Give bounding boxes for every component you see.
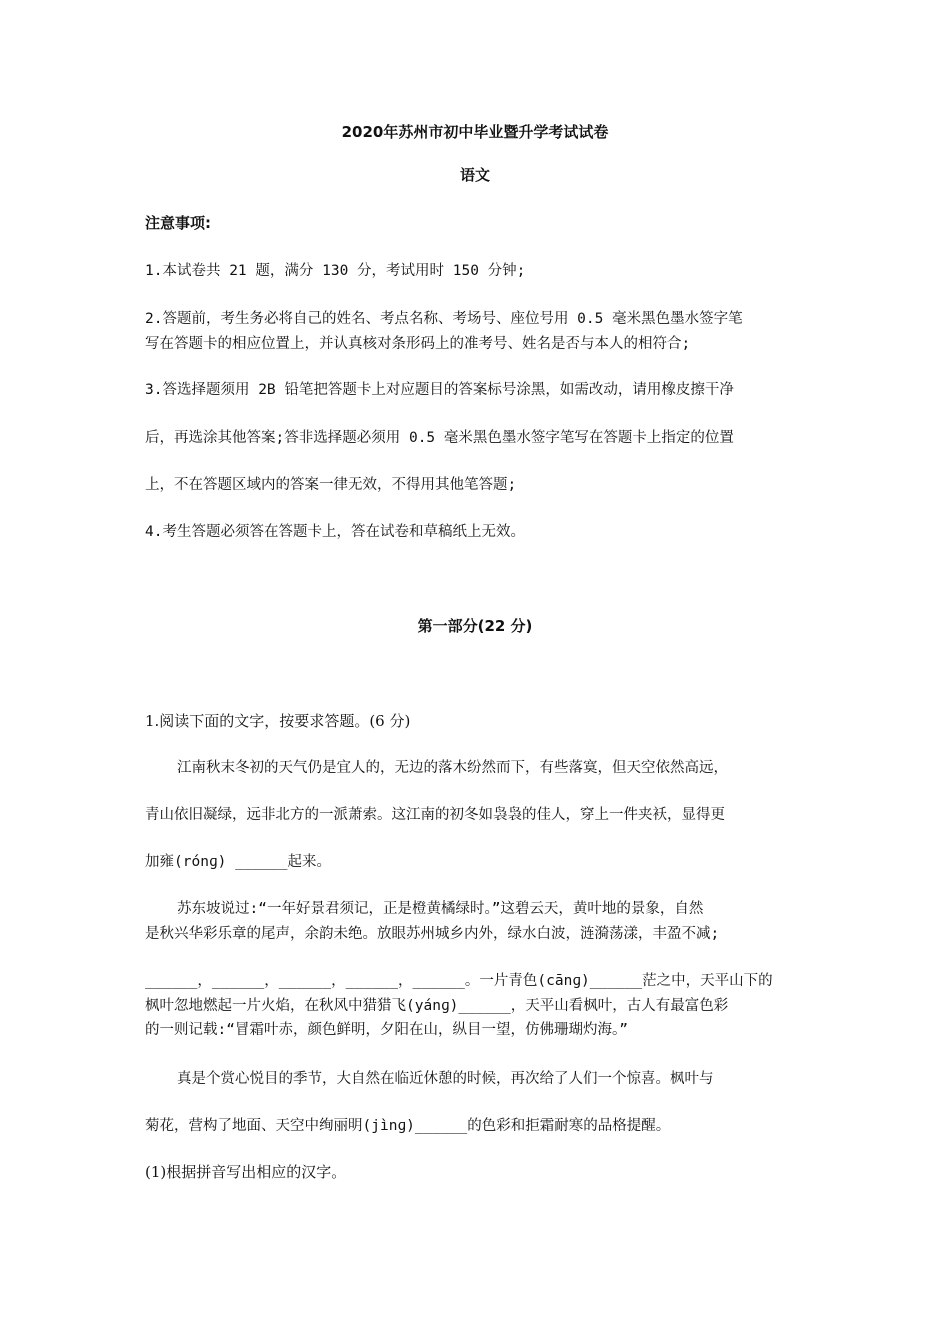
section-title: 第一部分(22 分) — [417, 617, 533, 635]
passage-line: ______，______，______，______，______。一片青色(cānɡ)______茫之中，天平山下的 — [145, 973, 773, 989]
passage-line: 枫叶忽地燃起一片火焰，在秋风中猎猎飞(yánɡ)______，天平山看枫叶，古人有最富色彩 — [145, 998, 729, 1014]
notice-item: 3.答选择题须用 2B 铅笔把答题卡上对应题目的答案标号涂黑，如需改动，请用橡皮擦干净 — [145, 382, 734, 398]
passage-line: 菊花，营构了地面、天空中绚丽明(jìnɡ)______的色彩和拒霜耐寒的品格提醒。 — [145, 1118, 671, 1134]
exam-title: 2020年苏州市初中毕业暨升学考试试卷 — [341, 123, 609, 141]
passage-line: 是秋兴华彩乐章的尾声，余韵未绝。放眼苏州城乡内外，绿水白波，涟漪荡漾，丰盈不减; — [145, 926, 720, 942]
passage-line: 真是个赏心悦目的季节，大自然在临近休憩的时候，再次给了人们一个惊喜。枫叶与 — [177, 1071, 714, 1087]
notice-item: 1.本试卷共 21 题，满分 130 分，考试用时 150 分钟; — [145, 263, 526, 279]
notice-item: 2.答题前，考生务必将自己的姓名、考点名称、考场号、座位号用 0.5 毫米黑色墨水签字笔 — [145, 311, 743, 327]
notice-item: 后，再选涂其他答案;答非选择题必须用 0.5 毫米黑色墨水签字笔写在答题卡上指定的位置 — [145, 430, 734, 446]
passage-line: 苏东坡说过:“一年好景君须记，正是橙黄橘绿时。”这碧云天，黄叶地的景象，自然 — [177, 901, 704, 917]
passage-line: 青山依旧凝绿，远非北方的一派萧索。这江南的初冬如袅袅的佳人，穿上一件夹袄，显得更 — [145, 807, 725, 823]
notice-item: 上，不在答题区域内的答案一律无效，不得用其他笔答题; — [145, 477, 517, 493]
question-stem: 1.阅读下面的文字，按要求答题。(6 分) — [145, 712, 411, 730]
passage-line: 江南秋末冬初的天气仍是宜人的，无边的落木纷然而下，有些落寞，但天空依然高远， — [177, 760, 728, 776]
passage-line: 加雍(rónɡ) ______起来。 — [145, 854, 331, 870]
notice-item: 4.考生答题必须答在答题卡上，答在试卷和草稿纸上无效。 — [145, 524, 525, 540]
passage-line: 的一则记载:“冒霜叶赤，颜色鲜明，夕阳在山，纵目一望，仿佛珊瑚灼海。” — [145, 1022, 628, 1038]
sub-question: (1)根据拼音写出相应的汉字。 — [145, 1163, 347, 1181]
subject-title: 语文 — [459, 166, 490, 184]
notice-item: 写在答题卡的相应位置上，并认真核对条形码上的准考号、姓名是否与本人的相符合; — [145, 336, 691, 352]
notice-heading: 注意事项: — [145, 214, 211, 232]
